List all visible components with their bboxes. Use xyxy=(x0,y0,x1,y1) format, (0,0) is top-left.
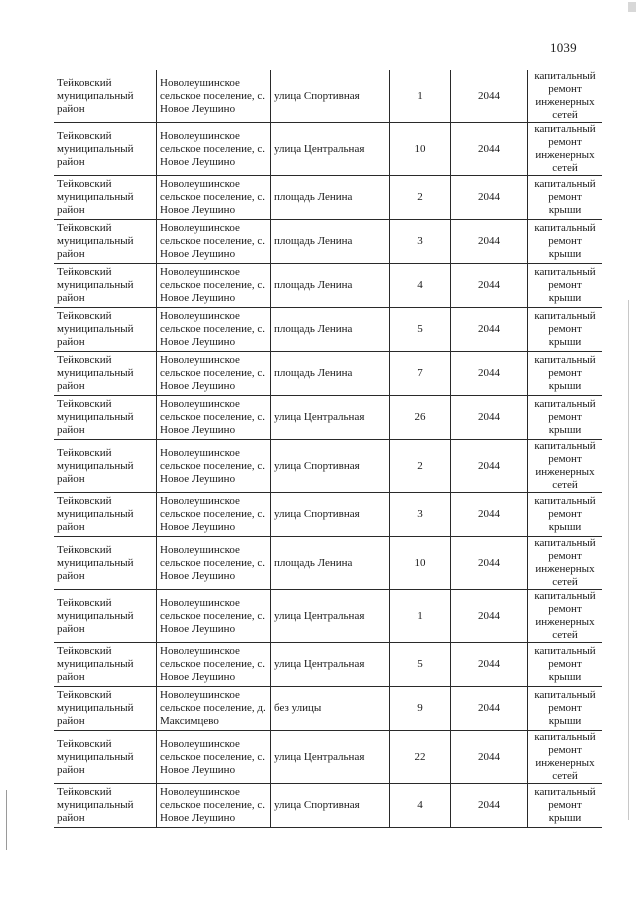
district-cell: Тейковский муниципальный район xyxy=(54,687,157,731)
year-cell: 2044 xyxy=(451,590,528,643)
work-type-cell: капитальный ремонт инженерных сетей xyxy=(528,70,603,123)
settlement-cell: Новолеушинское сельское поселение, с. Новое Леушино xyxy=(157,537,271,590)
street-cell: улица Спортивная xyxy=(271,784,390,828)
year-cell: 2044 xyxy=(451,493,528,537)
house-number-cell: 1 xyxy=(390,70,451,123)
year-cell: 2044 xyxy=(451,70,528,123)
table-row xyxy=(54,687,602,731)
table-row xyxy=(54,308,602,352)
work-type-cell: капитальный ремонт крыши xyxy=(528,176,603,220)
street-cell: улица Спортивная xyxy=(271,440,390,493)
settlement-cell: Новолеушинское сельское поселение, с. Новое Леушино xyxy=(157,440,271,493)
street-cell: площадь Ленина xyxy=(271,176,390,220)
page-number: 1039 xyxy=(550,40,577,55)
house-number-cell: 3 xyxy=(390,493,451,537)
settlement-cell: Новолеушинское сельское поселение, с. Новое Леушино xyxy=(157,590,271,643)
district-cell: Тейковский муниципальный район xyxy=(54,537,157,590)
work-type-cell: капитальный ремонт инженерных сетей xyxy=(528,440,603,493)
work-type-cell: капитальный ремонт крыши xyxy=(528,352,603,396)
scan-artifact xyxy=(628,2,636,12)
street-cell: улица Центральная xyxy=(271,396,390,440)
work-type-cell: капитальный ремонт крыши xyxy=(528,687,603,731)
street-cell: без улицы xyxy=(271,687,390,731)
settlement-cell: Новолеушинское сельское поселение, с. Новое Леушино xyxy=(157,70,271,123)
house-number-cell: 2 xyxy=(390,176,451,220)
work-type-cell: капитальный ремонт инженерных сетей xyxy=(528,731,603,784)
district-cell: Тейковский муниципальный район xyxy=(54,440,157,493)
house-number-cell: 10 xyxy=(390,123,451,176)
district-cell: Тейковский муниципальный район xyxy=(54,731,157,784)
district-cell: Тейковский муниципальный район xyxy=(54,123,157,176)
table-row xyxy=(54,731,602,784)
housing-register-table xyxy=(54,70,602,828)
work-type-cell: капитальный ремонт инженерных сетей xyxy=(528,123,603,176)
settlement-cell: Новолеушинское сельское поселение, с. Новое Леушино xyxy=(157,264,271,308)
street-cell: улица Центральная xyxy=(271,590,390,643)
table-row xyxy=(54,493,602,537)
work-type-cell: капитальный ремонт крыши xyxy=(528,264,603,308)
table-row xyxy=(54,784,602,828)
street-cell: улица Центральная xyxy=(271,643,390,687)
table-row xyxy=(54,123,602,176)
settlement-cell: Новолеушинское сельское поселение, с. Новое Леушино xyxy=(157,220,271,264)
house-number-cell: 2 xyxy=(390,440,451,493)
register-table-body xyxy=(54,70,602,828)
table-row xyxy=(54,643,602,687)
work-type-cell: капитальный ремонт крыши xyxy=(528,396,603,440)
year-cell: 2044 xyxy=(451,440,528,493)
work-type-cell: капитальный ремонт крыши xyxy=(528,220,603,264)
year-cell: 2044 xyxy=(451,123,528,176)
house-number-cell: 9 xyxy=(390,687,451,731)
district-cell: Тейковский муниципальный район xyxy=(54,643,157,687)
year-cell: 2044 xyxy=(451,687,528,731)
year-cell: 2044 xyxy=(451,176,528,220)
year-cell: 2044 xyxy=(451,264,528,308)
street-cell: улица Спортивная xyxy=(271,70,390,123)
house-number-cell: 4 xyxy=(390,784,451,828)
table-row xyxy=(54,352,602,396)
settlement-cell: Новолеушинское сельское поселение, д. Максимцево xyxy=(157,687,271,731)
house-number-cell: 5 xyxy=(390,308,451,352)
settlement-cell: Новолеушинское сельское поселение, с. Новое Леушино xyxy=(157,643,271,687)
scan-artifact xyxy=(628,300,629,820)
settlement-cell: Новолеушинское сельское поселение, с. Новое Леушино xyxy=(157,123,271,176)
work-type-cell: капитальный ремонт инженерных сетей xyxy=(528,537,603,590)
house-number-cell: 7 xyxy=(390,352,451,396)
settlement-cell: Новолеушинское сельское поселение, с. Новое Леушино xyxy=(157,493,271,537)
house-number-cell: 3 xyxy=(390,220,451,264)
table-row xyxy=(54,70,602,123)
settlement-cell: Новолеушинское сельское поселение, с. Новое Леушино xyxy=(157,784,271,828)
district-cell: Тейковский муниципальный район xyxy=(54,493,157,537)
table-row xyxy=(54,396,602,440)
year-cell: 2044 xyxy=(451,308,528,352)
district-cell: Тейковский муниципальный район xyxy=(54,352,157,396)
work-type-cell: капитальный ремонт крыши xyxy=(528,643,603,687)
table-row xyxy=(54,537,602,590)
street-cell: улица Центральная xyxy=(271,123,390,176)
table-row xyxy=(54,440,602,493)
street-cell: площадь Ленина xyxy=(271,352,390,396)
settlement-cell: Новолеушинское сельское поселение, с. Новое Леушино xyxy=(157,396,271,440)
street-cell: площадь Ленина xyxy=(271,220,390,264)
table-row xyxy=(54,264,602,308)
street-cell: улица Спортивная xyxy=(271,493,390,537)
year-cell: 2044 xyxy=(451,396,528,440)
house-number-cell: 4 xyxy=(390,264,451,308)
district-cell: Тейковский муниципальный район xyxy=(54,264,157,308)
street-cell: улица Центральная xyxy=(271,731,390,784)
street-cell: площадь Ленина xyxy=(271,264,390,308)
settlement-cell: Новолеушинское сельское поселение, с. Новое Леушино xyxy=(157,176,271,220)
house-number-cell: 22 xyxy=(390,731,451,784)
settlement-cell: Новолеушинское сельское поселение, с. Новое Леушино xyxy=(157,308,271,352)
year-cell: 2044 xyxy=(451,352,528,396)
year-cell: 2044 xyxy=(451,220,528,264)
table-row xyxy=(54,176,602,220)
year-cell: 2044 xyxy=(451,731,528,784)
district-cell: Тейковский муниципальный район xyxy=(54,176,157,220)
district-cell: Тейковский муниципальный район xyxy=(54,308,157,352)
house-number-cell: 10 xyxy=(390,537,451,590)
district-cell: Тейковский муниципальный район xyxy=(54,784,157,828)
district-cell: Тейковский муниципальный район xyxy=(54,70,157,123)
scan-artifact xyxy=(6,790,7,850)
settlement-cell: Новолеушинское сельское поселение, с. Новое Леушино xyxy=(157,352,271,396)
work-type-cell: капитальный ремонт инженерных сетей xyxy=(528,590,603,643)
year-cell: 2044 xyxy=(451,537,528,590)
settlement-cell: Новолеушинское сельское поселение, с. Новое Леушино xyxy=(157,731,271,784)
street-cell: площадь Ленина xyxy=(271,308,390,352)
year-cell: 2044 xyxy=(451,643,528,687)
house-number-cell: 26 xyxy=(390,396,451,440)
house-number-cell: 5 xyxy=(390,643,451,687)
work-type-cell: капитальный ремонт крыши xyxy=(528,784,603,828)
table-row xyxy=(54,220,602,264)
work-type-cell: капитальный ремонт крыши xyxy=(528,493,603,537)
house-number-cell: 1 xyxy=(390,590,451,643)
street-cell: площадь Ленина xyxy=(271,537,390,590)
district-cell: Тейковский муниципальный район xyxy=(54,220,157,264)
district-cell: Тейковский муниципальный район xyxy=(54,590,157,643)
district-cell: Тейковский муниципальный район xyxy=(54,396,157,440)
year-cell: 2044 xyxy=(451,784,528,828)
work-type-cell: капитальный ремонт крыши xyxy=(528,308,603,352)
table-row xyxy=(54,590,602,643)
